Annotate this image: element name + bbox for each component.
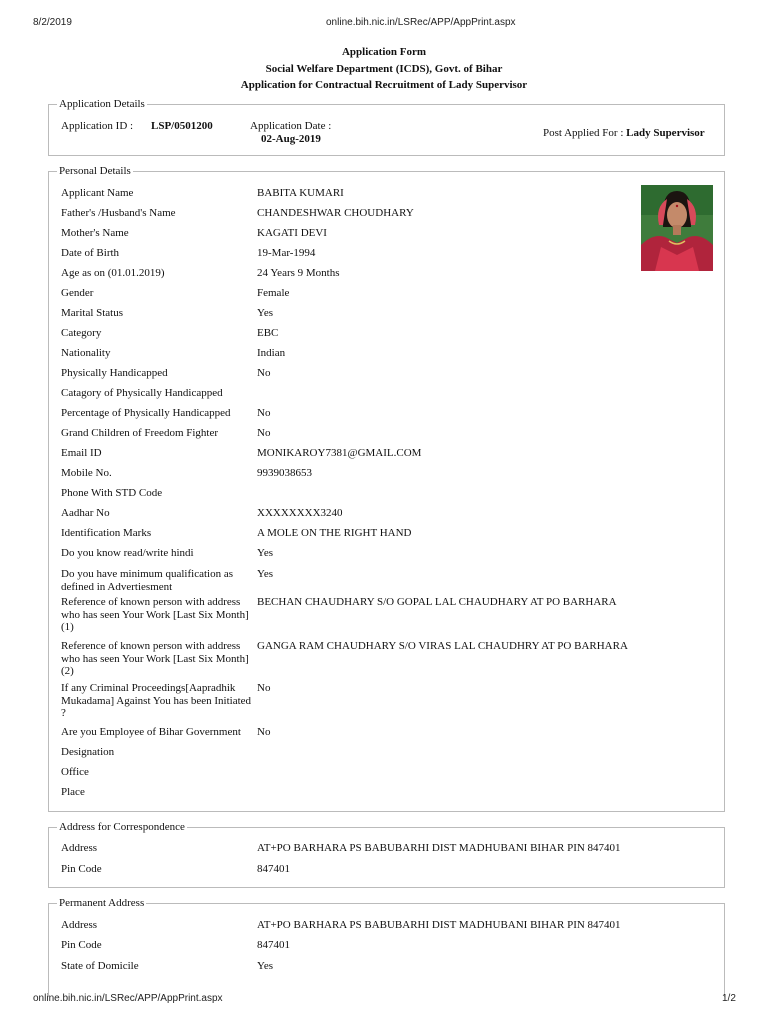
post-applied-value: Lady Supervisor	[626, 127, 705, 139]
print-header-date: 8/2/2019	[33, 17, 72, 28]
permanent-legend: Permanent Address	[59, 897, 145, 909]
field-label: Do you know read/write hindi	[61, 547, 194, 559]
field-label: Address	[61, 919, 98, 931]
field-value: BECHAN CHAUDHARY S/O GOPAL LAL CHAUDHARY AT PO BARHARA	[257, 596, 617, 608]
field-value: No	[257, 682, 271, 694]
field-label: Phone With STD Code	[61, 487, 163, 499]
correspondence-address-section	[48, 821, 725, 888]
field-label: Reference of known person with address who has seen Your Work [Last Six Month] (1)	[61, 596, 249, 633]
field-value: 19-Mar-1994	[257, 247, 316, 259]
field-label: Applicant Name	[61, 187, 134, 199]
field-value: Yes	[257, 960, 274, 972]
field-value: No	[257, 427, 271, 439]
field-value: 847401	[257, 939, 290, 951]
application-id-label: Application ID :	[61, 120, 134, 132]
field-label: Physically Handicapped	[61, 367, 168, 379]
field-value: MONIKAROY7381@GMAIL.COM	[257, 447, 422, 459]
application-date-value: 02-Aug-2019	[261, 133, 321, 145]
field-label: Nationality	[61, 347, 111, 359]
field-label: Mobile No.	[61, 467, 112, 479]
field-value: AT+PO BARHARA PS BABUBARHI DIST MADHUBANI BIHAR PIN 847401	[257, 919, 621, 931]
field-label: Reference of known person with address who has seen Your Work [Last Six Month] (2)	[61, 640, 249, 677]
field-value: A MOLE ON THE RIGHT HAND	[257, 527, 412, 539]
field-label: Identification Marks	[61, 527, 152, 539]
field-value: Yes	[257, 547, 274, 559]
title-line-3: Application for Contractual Recruitment of Lady Supervisor	[240, 79, 528, 91]
field-value: 9939038653	[257, 467, 312, 479]
field-label: Pin Code	[61, 939, 102, 951]
field-value: 24 Years 9 Months	[257, 267, 340, 279]
print-footer-url: online.bih.nic.in/LSRec/APP/AppPrint.aspx	[33, 993, 223, 1004]
field-label: If any Criminal Proceedings[Aapradhik Mukadama] Against You has been Initiated ?	[61, 682, 252, 719]
field-value: 847401	[257, 863, 290, 875]
field-label: Aadhar No	[61, 507, 110, 519]
field-label: Father's /Husband's Name	[61, 207, 176, 219]
application-details-legend: Application Details	[59, 98, 145, 110]
field-value: No	[257, 367, 271, 379]
applicant-photo	[641, 185, 713, 271]
personal-details-legend: Personal Details	[59, 165, 131, 177]
field-label: Place	[61, 786, 85, 798]
field-label: Category	[61, 327, 102, 339]
field-value: KAGATI DEVI	[257, 227, 327, 239]
field-label: Office	[61, 766, 89, 778]
field-value: GANGA RAM CHAUDHARY S/O VIRAS LAL CHAUDHRY AT PO BARHARA	[257, 640, 628, 652]
field-value: Female	[257, 287, 290, 299]
field-label: Catagory of Physically Handicapped	[61, 387, 223, 399]
title-line-1: Application Form	[341, 46, 427, 58]
field-value: Yes	[257, 307, 274, 319]
field-label: Date of Birth	[61, 247, 120, 259]
field-label: Mother's Name	[61, 227, 129, 239]
field-label: State of Domicile	[61, 960, 139, 972]
field-label: Pin Code	[61, 863, 102, 875]
field-label: Address	[61, 842, 98, 854]
field-value: Indian	[257, 347, 286, 359]
print-header-url: online.bih.nic.in/LSRec/APP/AppPrint.aspx	[326, 17, 516, 28]
field-label: Designation	[61, 746, 115, 758]
print-footer-page: 1/2	[722, 993, 736, 1004]
field-label: Age as on (01.01.2019)	[61, 267, 165, 279]
field-value: EBC	[257, 327, 279, 339]
post-applied	[543, 127, 705, 139]
post-applied-label: Post Applied For :	[543, 127, 624, 139]
field-label: Are you Employee of Bihar Government	[61, 726, 241, 738]
field-value: Yes	[257, 568, 274, 580]
field-label: Do you have minimum qualification as defined in Advertiesment	[61, 568, 233, 593]
field-value: XXXXXXXX3240	[257, 507, 343, 519]
field-label: Email ID	[61, 447, 102, 459]
correspondence-legend: Address for Correspondence	[59, 821, 185, 833]
field-label: Gender	[61, 287, 94, 299]
field-label: Percentage of Physically Handicapped	[61, 407, 231, 419]
field-value: BABITA KUMARI	[257, 187, 344, 199]
application-date-label: Application Date :	[250, 120, 332, 132]
field-label: Grand Children of Freedom Fighter	[61, 427, 219, 439]
field-label: Marital Status	[61, 307, 124, 319]
field-value: No	[257, 726, 271, 738]
field-value: CHANDESHWAR CHOUDHARY	[257, 207, 414, 219]
form-titles	[0, 44, 768, 94]
application-id-value: LSP/0501200	[151, 120, 213, 132]
title-line-2: Social Welfare Department (ICDS), Govt. of Bihar	[265, 62, 503, 75]
field-value: AT+PO BARHARA PS BABUBARHI DIST MADHUBANI BIHAR PIN 847401	[257, 842, 621, 854]
field-value: No	[257, 407, 271, 419]
